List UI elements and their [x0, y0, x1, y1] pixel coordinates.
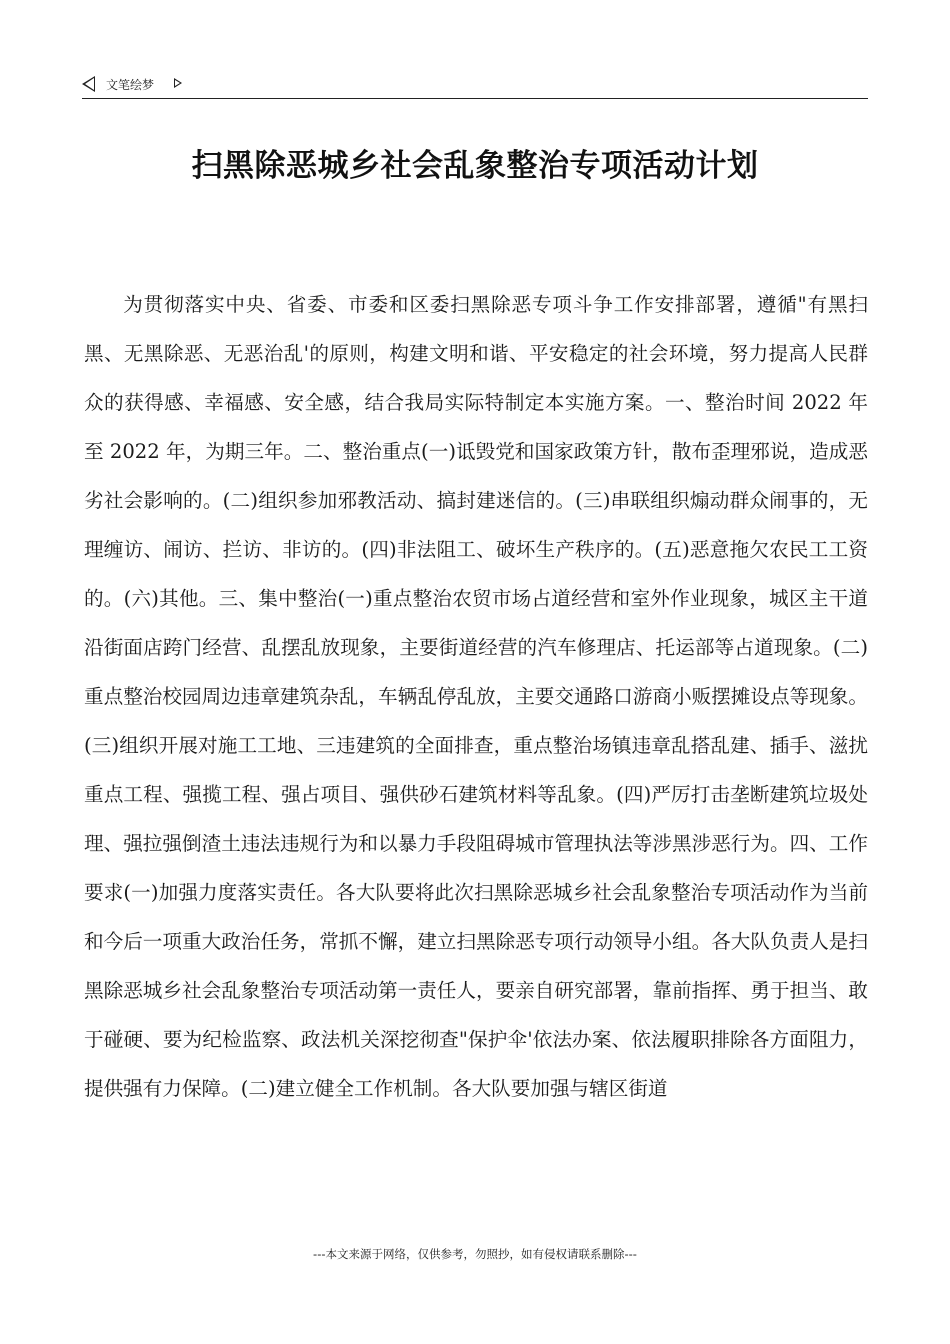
footer-notice: ---本文来源于网络，仅供参考，勿照抄，如有侵权请联系删除--- [313, 1247, 637, 1261]
document-title: 扫黑除恶城乡社会乱象整治专项活动计划 [191, 148, 759, 184]
page-header [82, 72, 868, 99]
triangle-left-icon [82, 76, 95, 92]
document-body: 为贯彻落实中央、省委、市委和区委扫黑除恶专项斗争工作安排部署，遵循"有黑扫黑、无黑除恶、无恶治乱'的原则，构建文明和谐、平安稳定的社会环境，努力提高人民群众的获得感、幸福感、安全感，结合我局实际特制定本实施方案。一、整治时间 2022 年至 2022 年，为期三年。二、整治重点(一)诋毁党和国家政策方针，散布歪理邪说，造成恶劣社会影响的。(二)组织参加邪教活动、搞封建迷信的。(三)串联组织煽动群众闹事的，无理缠访、闹访、拦访、非访的。(四)非法阻工、破坏生产秩序的。(五)恶意拖欠农民工工资的。(六)其他。三、集中整治(一)重点整治农贸市场占道经营和室外作业现象，城区主干道沿街面店跨门经营、乱摆乱放现象，主要街道经营的汽车修理店、托运部等占道现象。(二)重点整治校园周边违章建筑杂乱，车辆乱停乱放，主要交通路口游商小贩摆摊设点等现象。(三)组织开展对施工工地、三违建筑的全面排查，重点整治场镇违章乱搭乱建、插手、滋扰重点工程、强揽工程、强占项目、强供砂石建筑材料等乱象。(四)严厉打击垄断建筑垃圾处理、强拉强倒渣土违法违规行为和以暴力手段阻碍城市管理执法等涉黑涉恶行为。四、工作要求(一)加强力度落实责任。各大队要将此次扫黑除恶城乡社会乱象整治专项活动作为当前和今后一项重大政治任务，常抓不懈，建立扫黑除恶专项行动领导小组。各大队负责人是扫黑除恶城乡社会乱象整治专项活动第一责任人，要亲自研究部署，靠前指挥、勇于担当、敢于碰硬、要为纪检监察、政法机关深挖彻查"保护伞'依法办案、依法履职排除各方面阻力，提供强有力保障。(二)建立健全工作机制。各大队要加强与辖区街道 [84, 293, 868, 1100]
triangle-right-icon [174, 78, 182, 88]
header-brand: 文笔绘梦 [106, 78, 155, 92]
